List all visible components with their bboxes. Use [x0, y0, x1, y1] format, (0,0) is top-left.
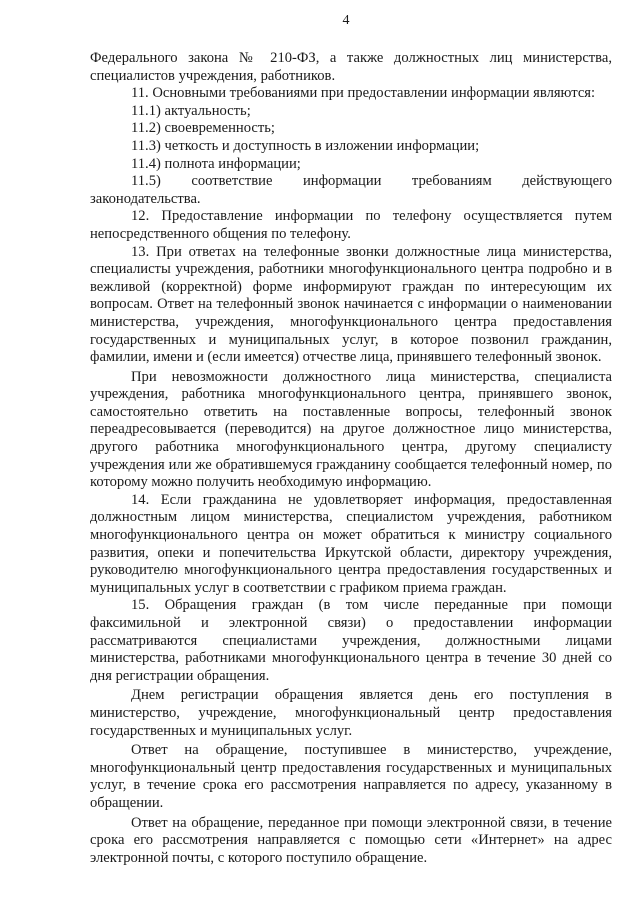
paragraph-11-heading: 11. Основными требованиями при предоставлении информации являются:	[131, 85, 596, 102]
paragraph-response-postal: Ответ на обращение, поступившее в министерство, учреждение, многофункциональный центр предоставления государственных и муниципальных услуг, в течение срока его рассмотрения направляется по адресу, указанному в обращении.	[90, 742, 612, 811]
document-body	[90, 50, 612, 867]
page-number: 4	[342, 13, 350, 28]
paragraph-15: 15. Обращения граждан (в том числе переданные при помощи факсимильной и электронной связи) о предоставлении информации рассматриваются специалистами учреждения, должностными лицами министерства, работниками многофункционального центра в течение 30 дней со дня регистрации обращения.	[90, 597, 612, 684]
list-item-11-2: 11.2) своевременность;	[131, 120, 275, 137]
document-page	[90, 12, 612, 867]
list-item-11-3: 11.3) четкость и доступность в изложении информации;	[131, 137, 480, 154]
paragraph-registration-day: Днем регистрации обращения является день его поступления в министерство, учреждение, многофункциональный центр предоставления государственных и муниципальных услуг.	[90, 687, 612, 739]
paragraph-13: 13. При ответах на телефонные звонки должностные лица министерства, специалисты учреждения, работники многофункционального центра подробно и в вежливой (корректной) форме информируют граждан по интересующим их вопросам. Ответ на телефонный звонок начинается с информации о наименовании министерства, учреждения, многофункционального центра предоставления государственных и муниципальных услуг, в которое позвонил гражданин, фамилии, имени и (если имеется) отчестве лица, принявшего телефонный звонок.	[90, 243, 612, 366]
paragraph-response-electronic: Ответ на обращение, переданное при помощи электронной связи, в течение срока его рассмотрения направляется с помощью сети «Интернет» на адрес электронной почты, с которого поступило обращение.	[90, 814, 612, 866]
paragraph-12: 12. Предоставление информации по телефону осуществляется путем непосредственного общения по телефону.	[90, 208, 612, 242]
paragraph-continuation: Федерального закона № 210-ФЗ, а также должностных лиц министерства, специалистов учреждения, работников.	[90, 50, 612, 84]
list-item-11-1: 11.1) актуальность;	[131, 102, 251, 119]
list-item-11-4: 11.4) полнота информации;	[131, 155, 301, 172]
paragraph-14: 14. Если гражданина не удовлетворяет информация, предоставленная должностным лицом министерства, специалистом учреждения, работником многофункционального центра он может обратиться к министру социального развития, опеки и попечительства Иркутской области, директору учреждения, руководителю многофункционального центра предоставления государственных и муниципальных услуг в соответствии с графиком приема граждан.	[90, 491, 612, 596]
list-item-11-5: 11.5) соответствие информации требованиям действующего законодательства.	[90, 173, 612, 207]
paragraph-13-continuation: При невозможности должностного лица министерства, специалиста учреждения, работника многофункционального центра, принявшего звонок, самостоятельно ответить на поставленные вопросы, телефонный звонок переадресовывается (переводится) на другое должностное лицо министерства, другого работника многофункционального центра, другому специалисту учреждения или же обратившемуся гражданину сообщается телефонный номер, по которому можно получить необходимую информацию.	[90, 368, 612, 491]
